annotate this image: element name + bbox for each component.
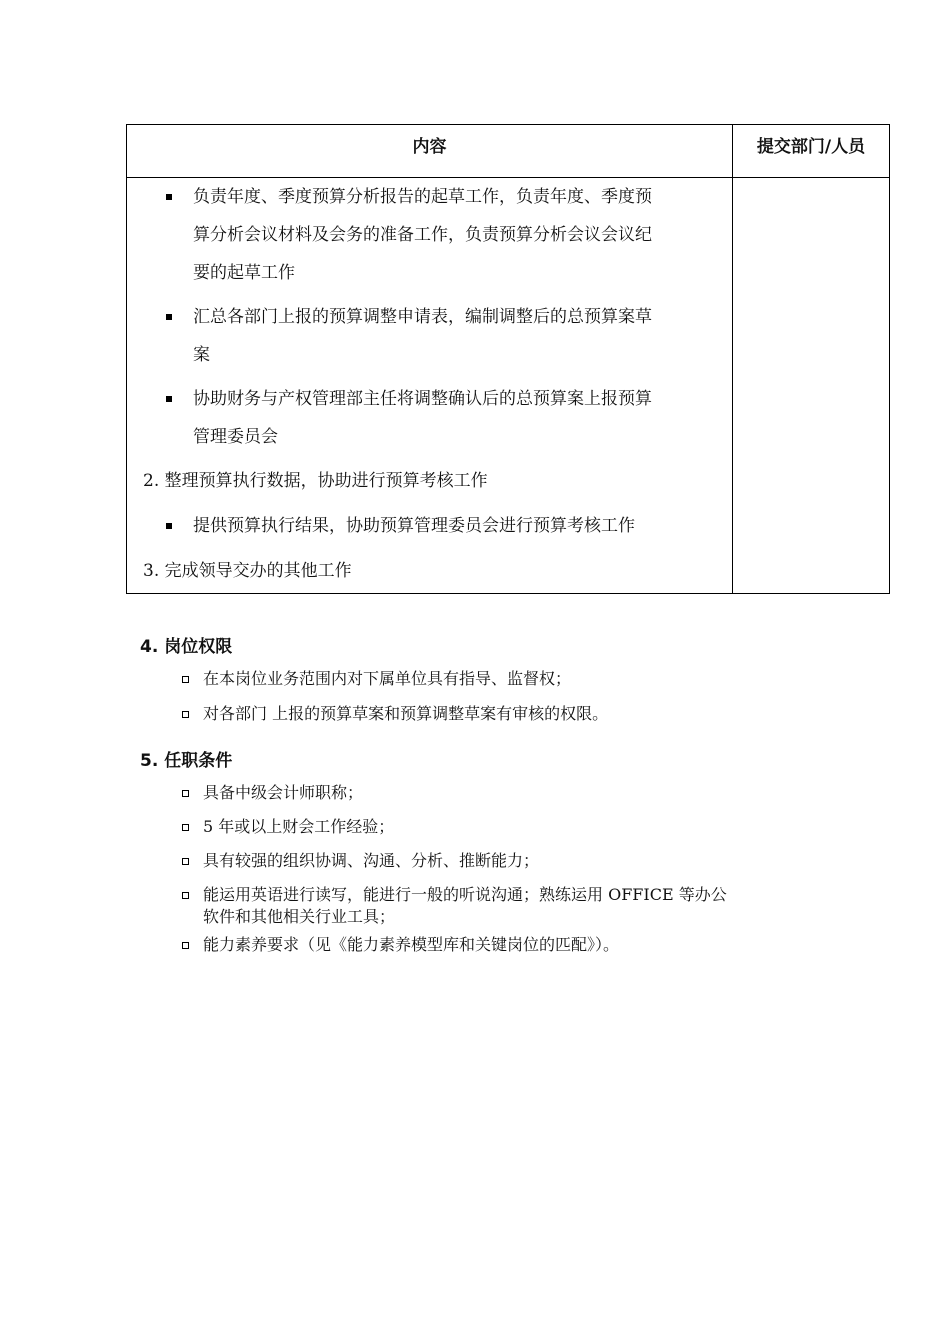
column-divider bbox=[732, 125, 733, 593]
checkbox-bullet-icon bbox=[182, 711, 189, 718]
list-item bbox=[203, 816, 813, 838]
list-item bbox=[193, 178, 713, 292]
list-item bbox=[203, 884, 813, 928]
list-item bbox=[203, 782, 813, 804]
text-line: 能运用英语进行读写，能进行一般的听说沟通；熟练运用 OFFICE 等办公 bbox=[203, 885, 727, 904]
checkbox-bullet-icon bbox=[182, 892, 189, 899]
list-item bbox=[203, 850, 813, 872]
list-item bbox=[193, 507, 713, 545]
list-item bbox=[193, 380, 713, 456]
square-bullet-icon bbox=[166, 523, 172, 529]
text-line: 协助财务与产权管理部主任将调整确认后的总预算案上报预算 bbox=[193, 389, 652, 409]
text-line: 案 bbox=[193, 345, 210, 365]
checkbox-bullet-icon bbox=[182, 824, 189, 831]
checkbox-bullet-icon bbox=[182, 676, 189, 683]
text-line: 在本岗位业务范围内对下属单位具有指导、监督权； bbox=[203, 669, 572, 688]
text-line: 汇总各部门上报的预算调整申请表，编制调整后的总预算案草 bbox=[193, 307, 652, 327]
list-item bbox=[203, 934, 813, 956]
text-line: 算分析会议材料及会务的准备工作，负责预算分析会议会议纪 bbox=[193, 225, 652, 245]
text-line: 提供预算执行结果，协助预算管理委员会进行预算考核工作 bbox=[193, 516, 635, 536]
checkbox-bullet-icon bbox=[182, 942, 189, 949]
numbered-item: 3. 完成领导交办的其他工作 bbox=[143, 561, 352, 581]
text-line: 软件和其他相关行业工具； bbox=[203, 907, 396, 926]
numbered-item: 2. 整理预算执行数据，协助进行预算考核工作 bbox=[143, 471, 488, 491]
duties-table bbox=[126, 124, 890, 594]
square-bullet-icon bbox=[166, 396, 172, 402]
section-title: 5. 任职条件 bbox=[140, 751, 233, 771]
list-item bbox=[203, 703, 813, 725]
text-line: 具备中级会计师职称； bbox=[203, 783, 364, 802]
header-dept: 提交部门/人员 bbox=[756, 137, 866, 157]
text-line: 能力素养要求（见《能力素养模型库和关键岗位的匹配》）。 bbox=[203, 935, 620, 954]
text-line: 管理委员会 bbox=[193, 427, 278, 447]
list-item bbox=[193, 298, 713, 374]
text-line: 5 年或以上财会工作经验； bbox=[203, 817, 395, 836]
text-line: 负责年度、季度预算分析报告的起草工作，负责年度、季度预 bbox=[193, 187, 652, 207]
checkbox-bullet-icon bbox=[182, 858, 189, 865]
text-line: 对各部门 上报的预算草案和预算调整草案有审核的权限。 bbox=[203, 704, 609, 723]
square-bullet-icon bbox=[166, 314, 172, 320]
list-item bbox=[203, 668, 813, 690]
text-line: 要的起草工作 bbox=[193, 263, 295, 283]
square-bullet-icon bbox=[166, 194, 172, 200]
section-title: 4. 岗位权限 bbox=[140, 637, 233, 657]
header-content: 内容 bbox=[412, 137, 447, 157]
checkbox-bullet-icon bbox=[182, 790, 189, 797]
text-line: 具有较强的组织协调、沟通、分析、推断能力； bbox=[203, 851, 540, 870]
